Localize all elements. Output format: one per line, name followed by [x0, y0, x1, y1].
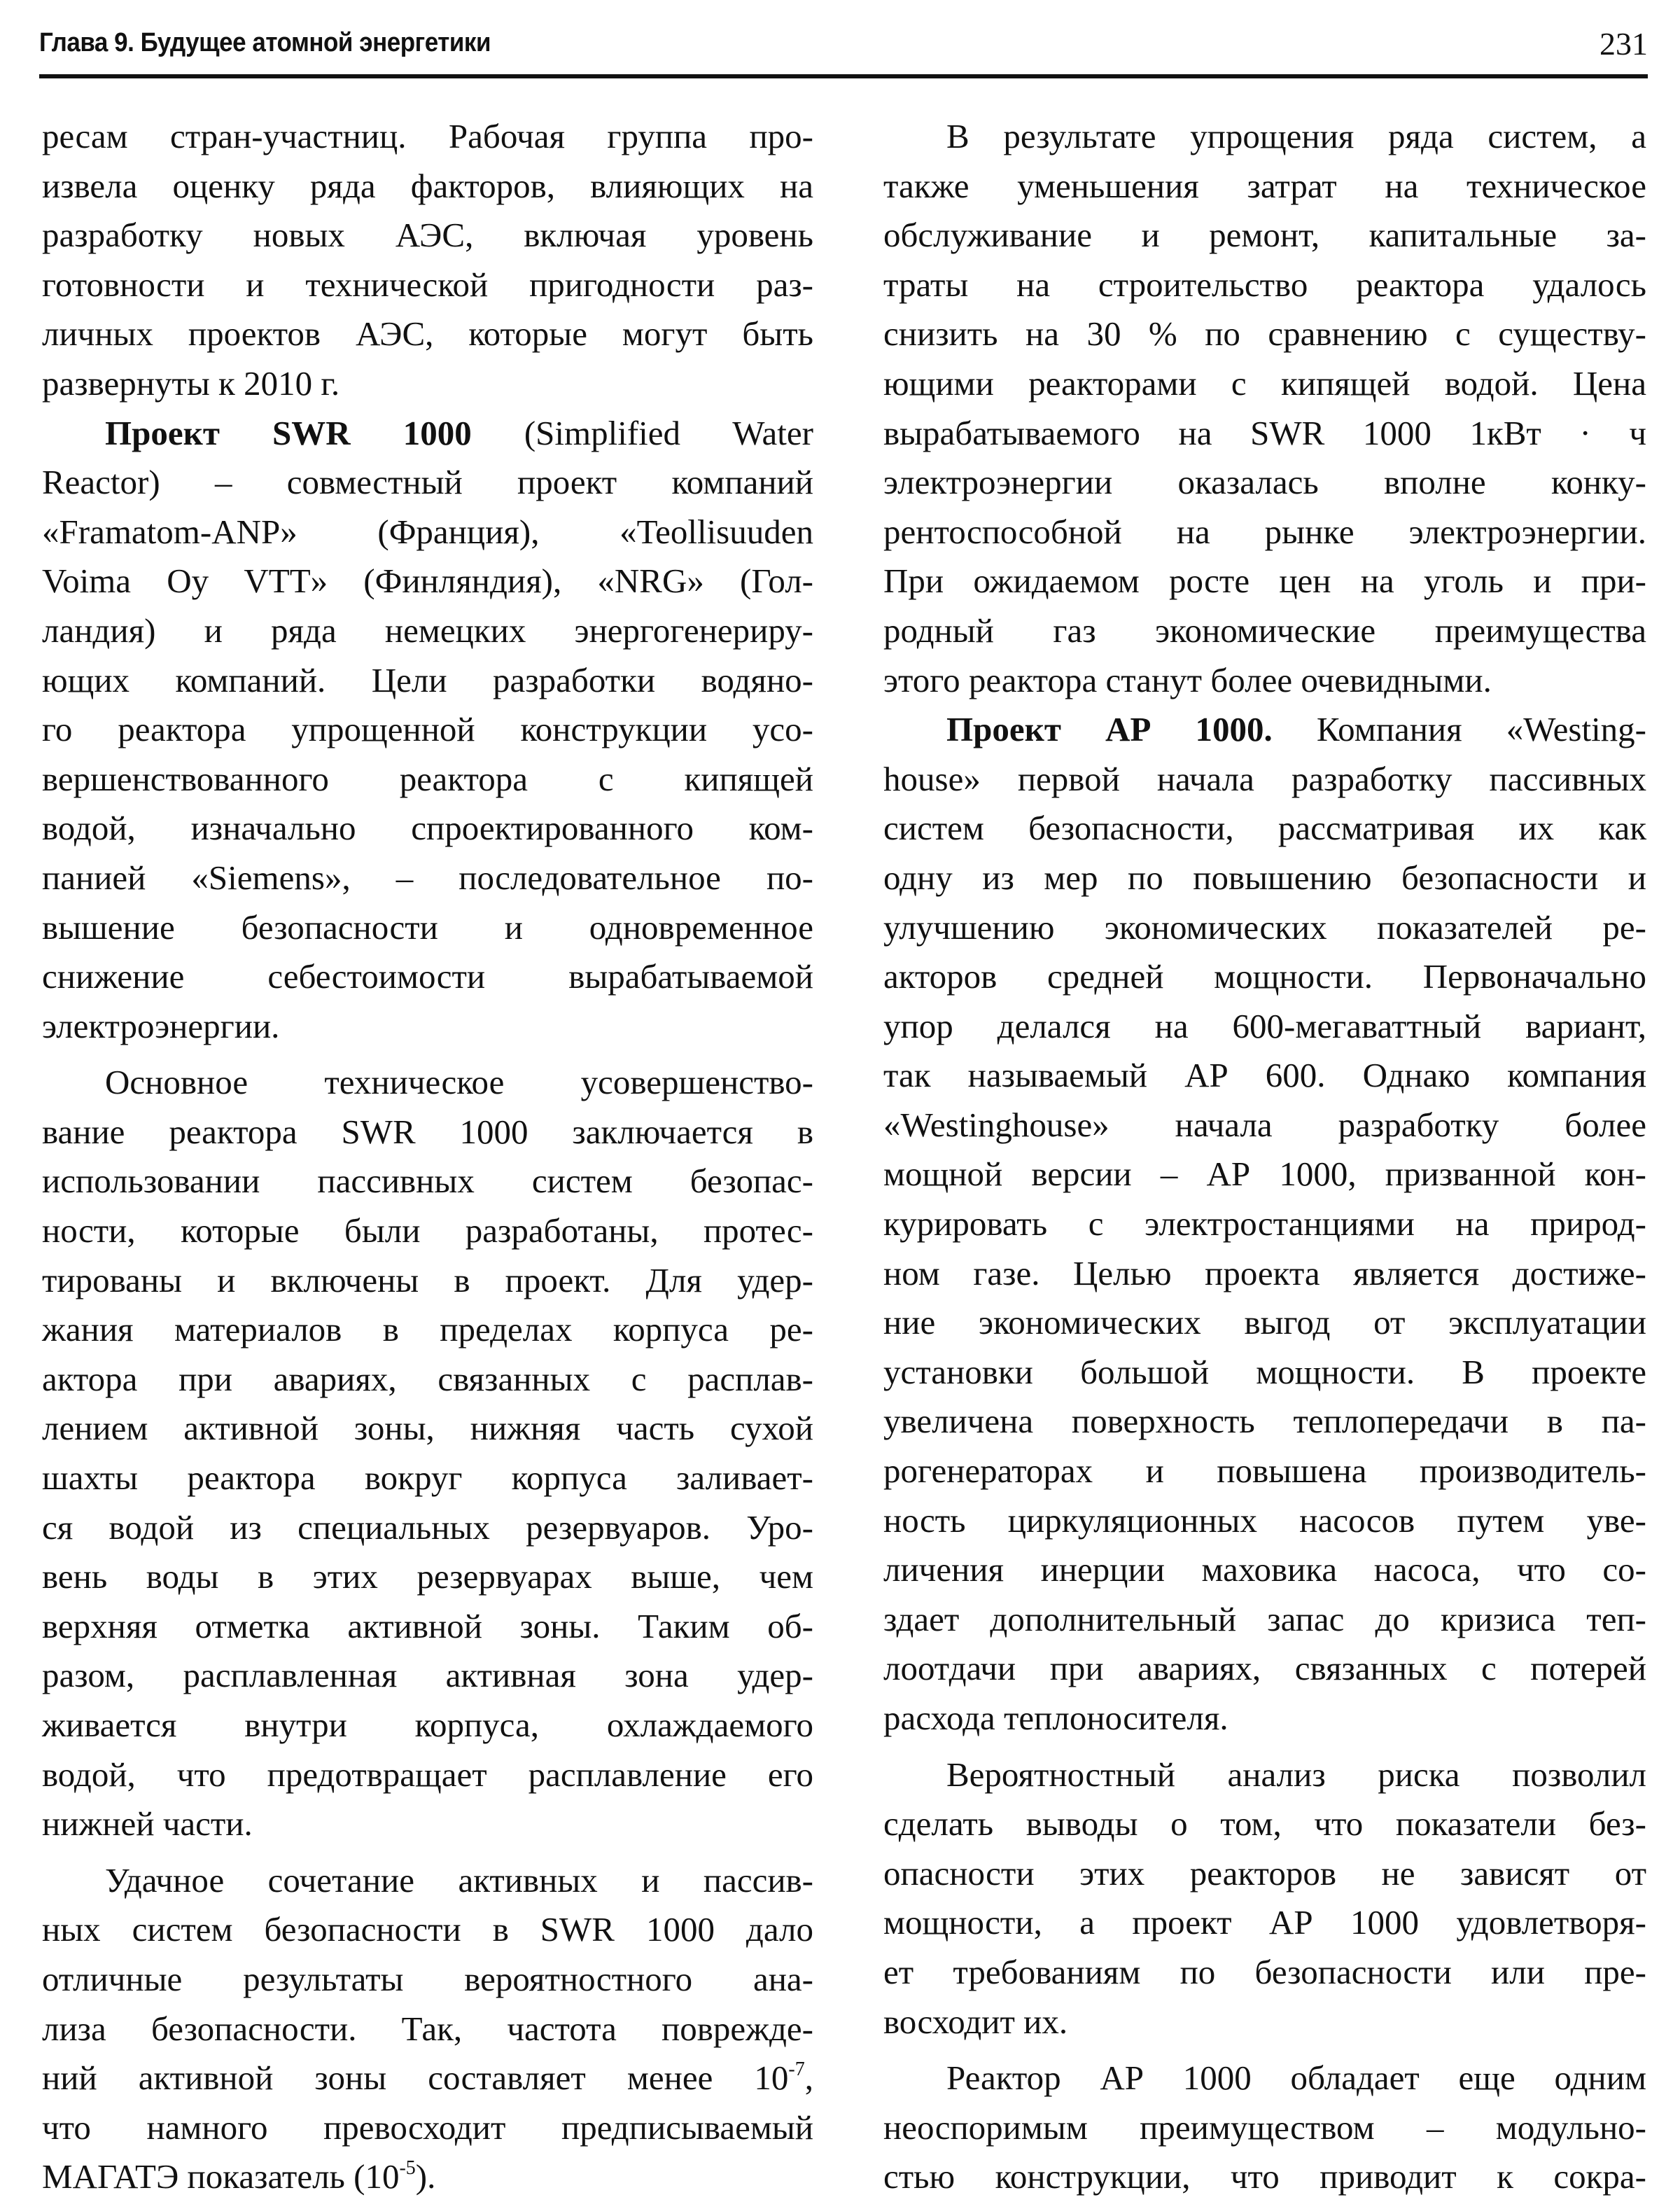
text-line: ющих компаний. Цели разработки водяно-: [42, 660, 813, 699]
text-line: МАГАТЭ показатель $(10^{-5})$.: [42, 2157, 436, 2196]
text-line: готовности и технической пригодности раз-: [42, 265, 813, 304]
text-line: ющими реакторами с кипящей водой. Цена: [883, 363, 1646, 403]
text-line: вышение безопасности и одновременное: [42, 907, 813, 947]
text-line: снижение себестоимости вырабатываемой: [42, 957, 813, 996]
text-line: панией «Siemens», – последовательное по-: [42, 858, 813, 897]
text-line: «Framatom-ANP» (Франция), «Teollisuuden: [42, 512, 813, 551]
text-line: сделать выводы о том, что показатели без-: [883, 1804, 1646, 1844]
text-line: систем безопасности, рассматривая их как: [883, 809, 1646, 848]
text-line: Реактор АР 1000 обладает еще одним: [946, 2058, 1646, 2098]
paragraph: [883, 112, 1646, 705]
text-line: мощности, а проект АР 1000 удовлетворя-: [883, 1903, 1646, 1942]
paragraph-swr1000: [42, 409, 813, 1052]
text-line: вание реактора SWR 1000 заключается в: [42, 1112, 813, 1151]
text-line: Проект АР 1000. Компания «Westing-: [946, 710, 1646, 749]
text-line: тированы и включены в проект. Для удер-: [42, 1260, 813, 1299]
text-line: обслуживание и ремонт, капитальные за-: [883, 216, 1646, 255]
text-line: упор делался на 600-мегаваттный вариант,: [883, 1006, 1646, 1045]
text-line: установки большой мощности. В проекте: [883, 1352, 1646, 1391]
text-line: Reactor) – совместный проект компаний: [42, 463, 813, 502]
text-line: вень воды в этих резервуарах выше, чем: [42, 1557, 813, 1596]
text-line: house» первой начала разработку пассивных: [883, 759, 1646, 798]
page-number: 231: [1600, 26, 1648, 62]
text-line: опасности этих реакторов не зависят от: [883, 1853, 1646, 1893]
text-line: неоспоримым преимуществом – модульно-: [883, 2107, 1646, 2147]
text-line: лиза безопасности. Так, частота поврежде-: [42, 2009, 813, 2048]
text-line: одну из мер по повышению безопасности и: [883, 858, 1646, 897]
paragraph: [42, 112, 813, 409]
bold-lead: Проект SWR 1000: [105, 413, 472, 452]
text-line: шахты реактора вокруг корпуса заливает-: [42, 1458, 813, 1498]
text-line: Основное техническое усовершенство-: [105, 1063, 813, 1102]
text-line: верхняя отметка активной зоны. Таким об-: [42, 1606, 813, 1645]
chapter-title: Глава 9. Будущее атомной энергетики: [39, 28, 491, 57]
text-line: вершенствованного реактора с кипящей: [42, 759, 813, 798]
paragraph-ap1000: [883, 705, 1646, 1743]
running-header: [39, 21, 1648, 78]
text-line: лением активной зоны, нижняя часть сухой: [42, 1409, 813, 1448]
text-line: ся водой из специальных резервуаров. Уро-: [42, 1507, 813, 1547]
text-line: водой, что предотвращает расплавление его: [42, 1755, 813, 1794]
text-line: рентоспособной на рынке электроэнергии.: [883, 512, 1646, 551]
text-line: ний активной зоны составляет менее $10^{-7}$,: [42, 2058, 813, 2098]
text-line: водой, изначально спроектированного ком-: [42, 809, 813, 848]
text-line: восходит их.: [883, 2002, 1068, 2041]
text-line: Voima Oy VTT» (Финляндия), «NRG» (Гол-: [42, 562, 813, 601]
text-line: электроэнергии.: [42, 1006, 280, 1045]
text-line: Вероятностный анализ риска позволил: [946, 1755, 1646, 1794]
text-line: вырабатываемого на SWR 1000 1кВт · ч: [883, 413, 1646, 452]
text-line: ет требованиям по безопасности или пре-: [883, 1952, 1646, 1991]
paragraph: [883, 2054, 1646, 2202]
text-line: извела оценку ряда факторов, влияющих на: [42, 166, 813, 205]
text-line: живается внутри корпуса, охлаждаемого: [42, 1706, 813, 1744]
text-line: рогенераторах и повышена производитель-: [883, 1451, 1646, 1491]
right-column: [883, 112, 1646, 2202]
text-line: развернуты к 2010 г.: [42, 363, 340, 403]
text-line: родный газ экономические преимущества: [883, 611, 1646, 650]
text-line: ных систем безопасности в SWR 1000 дало: [42, 1910, 813, 1949]
text-line: здает дополнительный запас до кризиса теп-: [883, 1599, 1646, 1638]
text-line: увеличена поверхность теплопередачи в па-: [883, 1402, 1646, 1441]
paragraph: [883, 1750, 1646, 2047]
text-line: траты на строительство реактора удалось: [883, 265, 1646, 304]
paragraph: [42, 1058, 813, 1849]
text-line: также уменьшения затрат на техническое: [883, 166, 1646, 205]
text-line: стью конструкции, что приводит к сокра-: [883, 2157, 1646, 2196]
text-line: актора при авариях, связанных с расплав-: [42, 1359, 813, 1398]
text-line: лоотдачи при авариях, связанных с потерей: [883, 1649, 1646, 1688]
text-line: расхода теплоносителя.: [883, 1699, 1228, 1737]
text-line: ность циркуляционных насосов путем уве-: [883, 1500, 1646, 1540]
text-line: мощной версии – АР 1000, призванной кон-: [883, 1155, 1646, 1194]
text-line: этого реактора станут более очевидными.: [883, 660, 1492, 699]
text-line: ном газе. Целью проекта является достиже-: [883, 1253, 1646, 1292]
paragraph: [42, 1856, 813, 2202]
text-line: ресам стран-участниц. Рабочая группа про-: [42, 117, 813, 155]
bold-lead: Проект АР 1000.: [946, 710, 1273, 749]
text-line: Удачное сочетание активных и пассив-: [105, 1860, 813, 1900]
text-line: акторов средней мощности. Первоначально: [883, 957, 1646, 996]
text-line: использовании пассивных систем безопас-: [42, 1162, 813, 1201]
text-line: личения инерции маховика насоса, что со-: [883, 1550, 1646, 1589]
text-line: жания материалов в пределах корпуса ре-: [42, 1310, 813, 1349]
text-line: что намного превосходит предписываемый: [42, 2107, 813, 2147]
text-line: снизить на 30 % по сравнению с существу-: [883, 314, 1646, 354]
left-column: [42, 112, 813, 2202]
text-line: так называемый АР 600. Однако компания: [883, 1056, 1646, 1095]
exponent: -5: [399, 2157, 416, 2180]
text-line: нижней части.: [42, 1804, 253, 1844]
text-line: В результате упрощения ряда систем, а: [946, 117, 1646, 155]
text-line: ние экономических выгод от эксплуатации: [883, 1303, 1646, 1342]
text-line: курировать с электростанциями на природ-: [883, 1204, 1646, 1243]
text-line: личных проектов АЭС, которые могут быть: [42, 314, 813, 354]
text-line: «Westinghouse» начала разработку более: [883, 1105, 1646, 1144]
text-line: ландия) и ряда немецких энергогенериру-: [42, 611, 813, 650]
text-line: го реактора упрощенной конструкции усо-: [42, 710, 813, 749]
text-line: При ожидаемом росте цен на уголь и при-: [883, 562, 1646, 601]
text-line: разработку новых АЭС, включая уровень: [42, 216, 813, 255]
text-line: отличные результаты вероятностного ана-: [42, 1959, 813, 1998]
exponent: -7: [788, 2058, 805, 2081]
text-line: электроэнергии оказалась вполне конку-: [883, 463, 1646, 502]
text-line: разом, расплавленная активная зона удер-: [42, 1656, 813, 1695]
text-line: ности, которые были разработаны, протес-: [42, 1211, 813, 1250]
text-line: улучшению экономических показателей ре-: [883, 907, 1646, 947]
text-line: Проект SWR 1000 (Simplified Water: [105, 413, 813, 452]
